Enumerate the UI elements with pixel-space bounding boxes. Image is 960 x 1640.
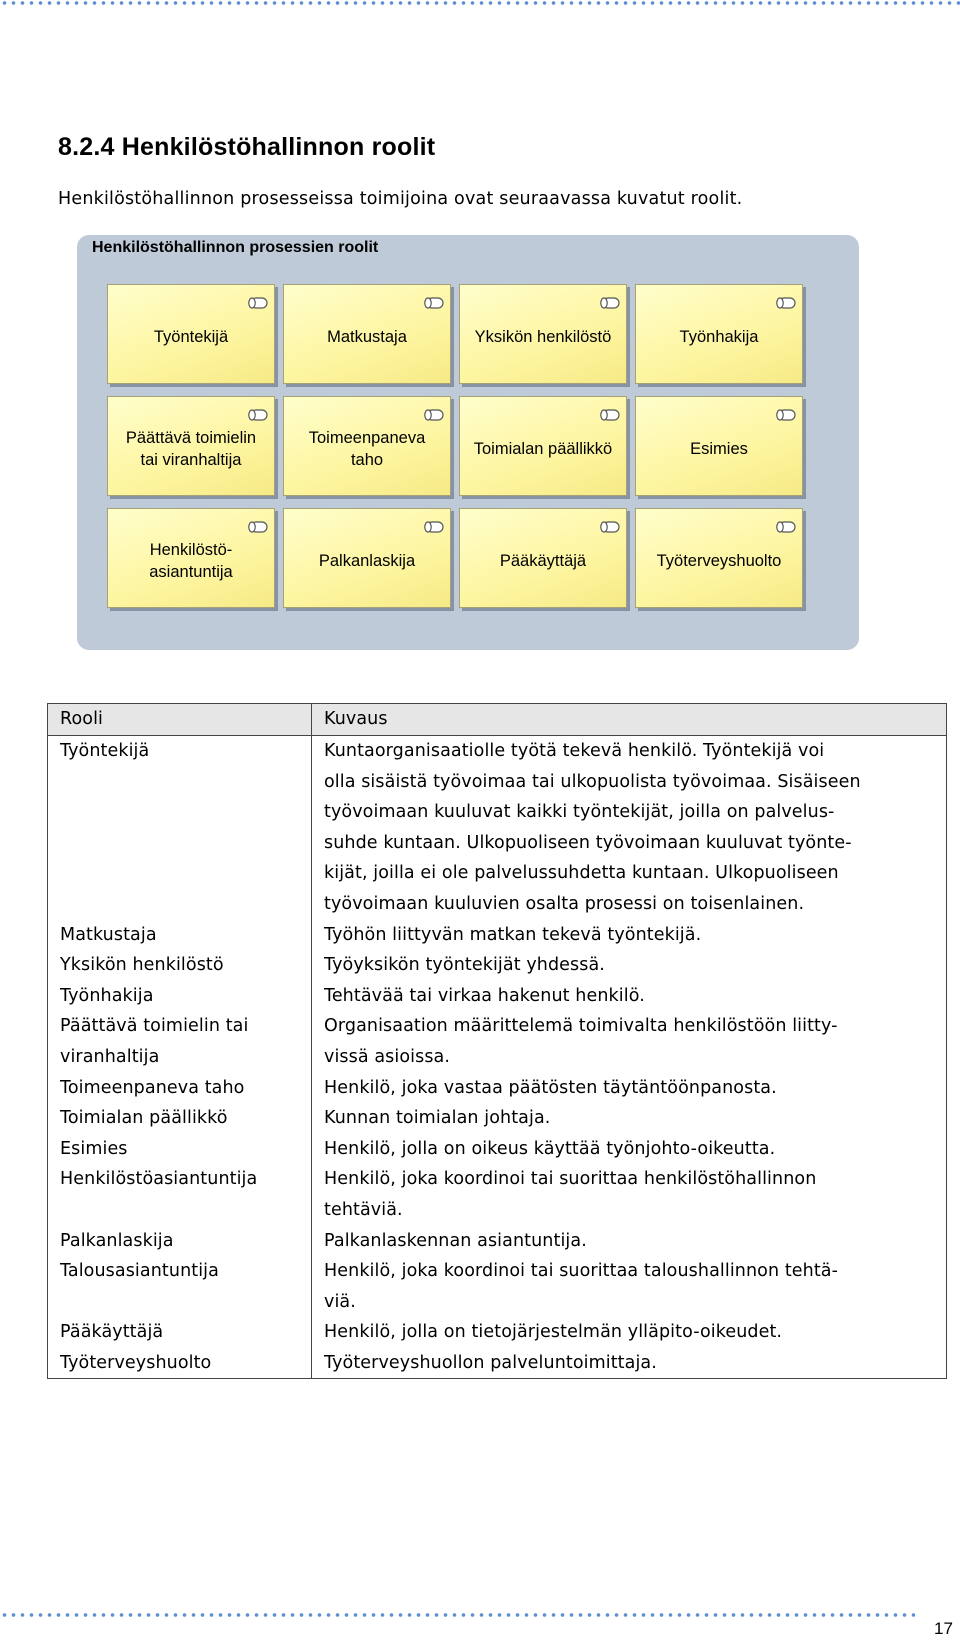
table-row (48, 981, 947, 1012)
role-label: Matkustaja (327, 328, 407, 346)
table-row (48, 1226, 947, 1257)
role-box (459, 508, 627, 608)
description-cell: Kunnan toimialan johtaja. (312, 1103, 947, 1134)
role-box (107, 396, 275, 496)
role-label: Työntekijä (153, 328, 229, 346)
table-row (48, 1073, 947, 1104)
role-box (635, 508, 803, 608)
role-cell: Esimies (48, 1134, 312, 1165)
table-row (48, 950, 947, 981)
role-icon (247, 409, 269, 421)
role-cell: Toimialan päällikkö (48, 1103, 312, 1134)
role-cell: Talousasiantuntija (48, 1256, 312, 1317)
description-cell: Työyksikön työntekijät yhdessä. (312, 950, 947, 981)
table-row (48, 736, 947, 920)
role-label: Toimeenpaneva taho (308, 429, 426, 469)
bottom-dotted-border (0, 1612, 915, 1618)
table-row (48, 1134, 947, 1165)
role-box (459, 284, 627, 384)
role-box (283, 284, 451, 384)
table-row (48, 1164, 947, 1225)
description-cell: Tehtävää tai virkaa hakenut henkilö. (312, 981, 947, 1012)
table-row (48, 1103, 947, 1134)
role-icon (423, 297, 445, 309)
description-cell: Henkilö, jolla on tietojärjestelmän ylläpito-oikeudet. (312, 1317, 947, 1348)
role-cell: Toimeenpaneva taho (48, 1073, 312, 1104)
role-box (283, 508, 451, 608)
role-icon (423, 521, 445, 533)
role-cell: Palkanlaskija (48, 1226, 312, 1257)
role-icon (775, 297, 797, 309)
role-cell: Matkustaja (48, 920, 312, 951)
role-cell: Työntekijä (48, 736, 312, 920)
role-label: Toimialan päällikkö (473, 440, 613, 458)
page-number: 17 (934, 1619, 953, 1638)
table-row (48, 1317, 947, 1348)
role-box (635, 284, 803, 384)
roles-diagram (77, 235, 859, 650)
role-label: Pääkäyttäjä (499, 552, 587, 570)
description-cell: Henkilö, joka koordinoi tai suorittaa taloushallinnon tehtä- viä. (312, 1256, 947, 1317)
role-label: Palkanlaskija (318, 552, 416, 570)
description-cell: Työterveyshuollon palveluntoimittaja. (312, 1348, 947, 1379)
diagram-title: Henkilöstöhallinnon prosessien roolit (92, 239, 379, 256)
role-box (107, 508, 275, 608)
role-label: Päättävä toimielin tai viranhaltija (125, 429, 257, 469)
roles-table (47, 703, 947, 1379)
description-cell: Henkilö, joka koordinoi tai suorittaa henkilöstöhallinnon tehtäviä. (312, 1164, 947, 1225)
table-row (48, 1348, 947, 1379)
role-icon (247, 297, 269, 309)
role-label: Työnhakija (679, 328, 759, 346)
top-dotted-border (0, 0, 960, 6)
role-cell: Työterveyshuolto (48, 1348, 312, 1379)
role-cell: Pääkäyttäjä (48, 1317, 312, 1348)
role-cell: Työnhakija (48, 981, 312, 1012)
role-icon (423, 409, 445, 421)
table-row (48, 1011, 947, 1072)
table-row (48, 1256, 947, 1317)
role-box (283, 396, 451, 496)
role-label: Yksikön henkilöstö (474, 328, 612, 346)
role-icon (775, 409, 797, 421)
table-header-row (48, 704, 947, 736)
section-heading: 8.2.4 Henkilöstöhallinnon roolit (58, 133, 436, 161)
column-header-role: Rooli (48, 704, 312, 736)
description-cell: Palkanlaskennan asiantuntija. (312, 1226, 947, 1257)
description-cell: Organisaation määrittelemä toimivalta henkilöstöön liitty- vissä asioissa. (312, 1011, 947, 1072)
description-cell: Työhön liittyvän matkan tekevä työntekijä. (312, 920, 947, 951)
role-icon (247, 521, 269, 533)
role-label: Esimies (690, 440, 748, 458)
description-cell: Kuntaorganisaatiolle työtä tekevä henkilö. Työntekijä voi olla sisäistä työvoimaa tai ulkopuolista työvoimaa. Sisäiseen työvoimaan kuuluvat kaikki työntekijät, joilla on palvelus- suhde kuntaan. Ulkopuoliseen työvoimaan kuuluvat työnte- kijät, joilla ei ole palvelussuhdetta kuntaan. Ulkopuoliseen työvoimaan kuuluvien osalta prosessi on toisenlainen. (312, 736, 947, 920)
table-row (48, 920, 947, 951)
role-icon (599, 409, 621, 421)
role-icon (599, 297, 621, 309)
role-box (635, 396, 803, 496)
description-cell: Henkilö, jolla on oikeus käyttää työnjohto-oikeutta. (312, 1134, 947, 1165)
role-cell: Päättävä toimielin tai viranhaltija (48, 1011, 312, 1072)
role-icon (599, 521, 621, 533)
role-label: Henkilöstö- asiantuntija (149, 541, 233, 581)
role-cell: Henkilöstöasiantuntija (48, 1164, 312, 1225)
role-box (459, 396, 627, 496)
column-header-description: Kuvaus (312, 704, 947, 736)
intro-paragraph: Henkilöstöhallinnon prosesseissa toimijoina ovat seuraavassa kuvatut roolit. (58, 189, 743, 209)
role-label: Työterveyshuolto (656, 552, 782, 570)
role-icon (775, 521, 797, 533)
role-cell: Yksikön henkilöstö (48, 950, 312, 981)
role-box (107, 284, 275, 384)
description-cell: Henkilö, joka vastaa päätösten täytäntöönpanosta. (312, 1073, 947, 1104)
